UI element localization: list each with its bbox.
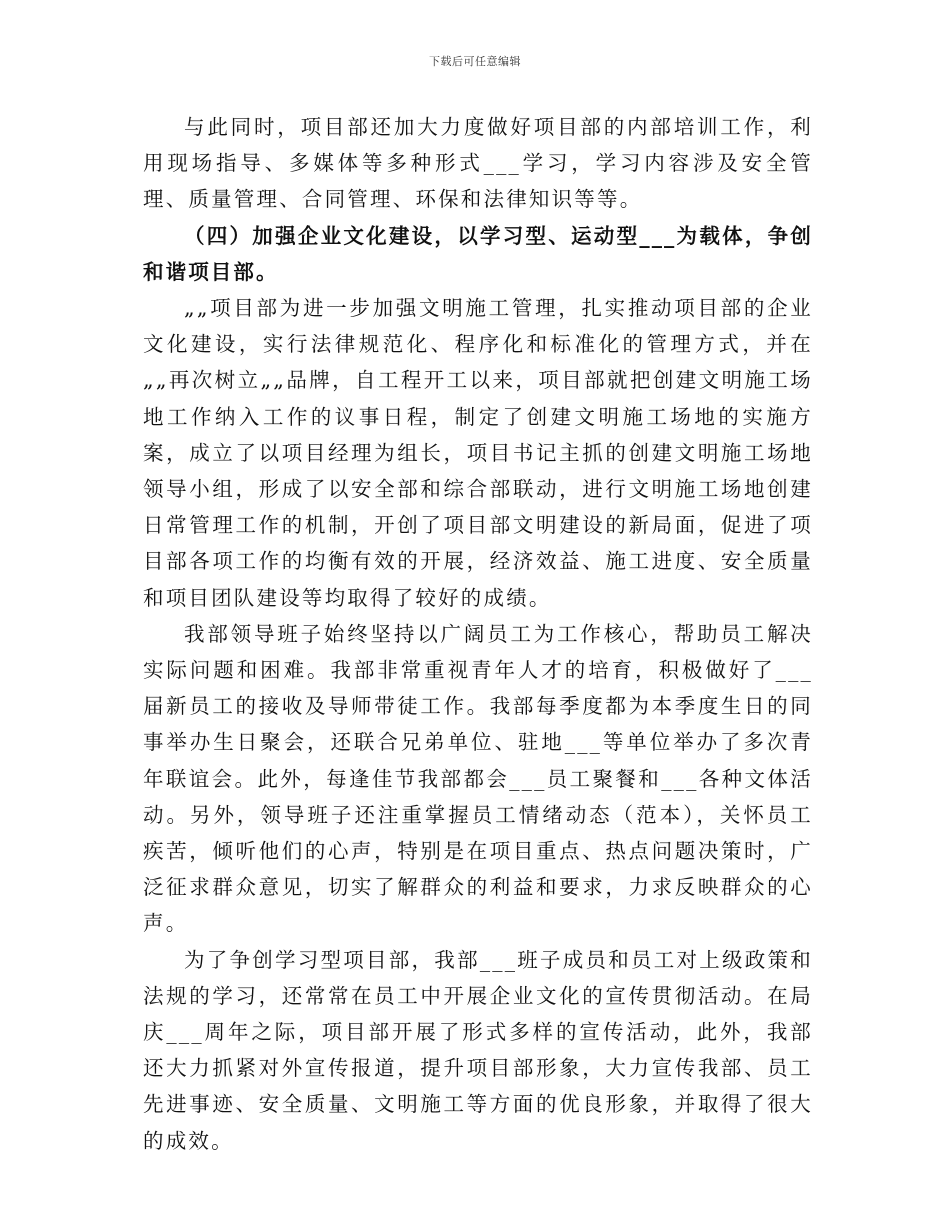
page-header: 下载后可任意编辑 — [429, 55, 521, 68]
paragraph-training: 与此同时，项目部还加大力度做好项目部的内部培训工作，利用现场指导、多媒体等多种形式___学习，学习内容涉及安全管理、质量管理、合同管理、环保和法律知识等等。 — [143, 115, 813, 212]
section-heading-culture: （四）加强企业文化建设，以学习型、运动型___为载体，争创和谐项目部。 — [143, 223, 813, 284]
paragraph-learning-project: 为了争创学习型项目部，我部___班子成员和员工对上级政策和法规的学习，还常常在员工中开展企业文化的宣传贯彻活动。在局庆___周年之际，项目部开展了形式多样的宣传活动，此外，我部还大力抓紧对外宣传报道，提升项目部形象，大力宣传我部、员工先进事迹、安全质量、文明施工等方面的优良形象，并取得了很大的成效。 — [143, 947, 813, 1153]
paragraph-civilized-construction: „„项目部为进一步加强文明施工管理，扎实推动项目部的企业文化建设，实行法律规范化、程序化和标准化的管理方式，并在„„再次树立„„品牌，自工程开工以来，项目部就把创建文明施工场地工作纳入工作的议事日程，制定了创建文明施工场地的实施方案，成立了以项目经理为组长，项目书记主抓的创建文明施工场地领导小组，形成了以安全部和综合部联动，进行文明施工场地创建日常管理工作的机制，开创了项目部文明建设的新局面，促进了项目部各项工作的均衡有效的开展，经济效益、施工进度、安全质量和项目团队建设等均取得了较好的成绩。 — [143, 296, 813, 610]
document-body — [143, 109, 813, 1159]
paragraph-leadership-care: 我部领导班子始终坚持以广阔员工为工作核心，帮助员工解决实际问题和困难。我部非常重视青年人才的培育，积极做好了___届新员工的接收及导师带徒工作。我部每季度都为本季度生日的同事举办生日聚会，还联合兄弟单位、驻地___等单位举办了多次青年联谊会。此外，每逢佳节我部都会___员工聚餐和___各种文体活动。另外，领导班子还注重掌握员工情绪动态（范本），关怀员工疾苦，倾听他们的心声，特别是在项目重点、热点问题决策时，广泛征求群众意见，切实了解群众的利益和要求，力求反映群众的心声。 — [143, 621, 813, 936]
